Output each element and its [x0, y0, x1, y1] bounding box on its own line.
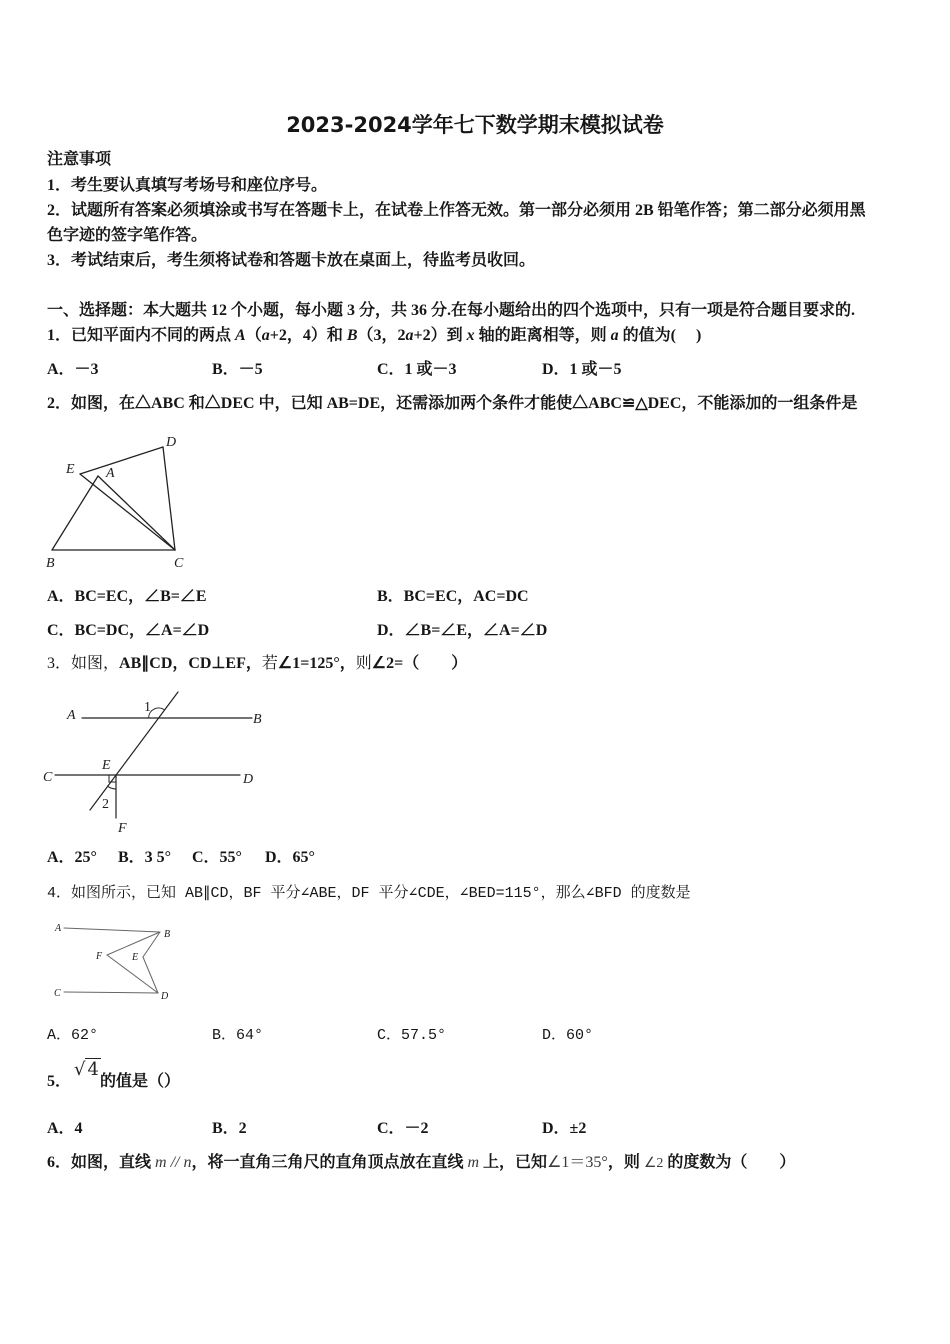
line-ab [64, 928, 160, 932]
q6-text: 上，已知 [479, 1154, 548, 1171]
q5-option-b: B．2 [212, 1120, 247, 1137]
notice-line-1: 1．考生要认真填写考场号和座位序号。 [47, 177, 328, 194]
q1-option-a: A．－3 [47, 361, 99, 378]
label-angle-2: 2 [102, 797, 109, 812]
q1-var: a [405, 327, 414, 344]
label-c: C [54, 988, 61, 999]
q6-stem [47, 1153, 795, 1174]
q5-option-c: C．－2 [377, 1120, 429, 1137]
label-d: D [243, 772, 254, 787]
q6-var: m [155, 1154, 167, 1171]
q6-var: m [467, 1154, 480, 1171]
q2-option-a: A．BC=EC，∠B=∠E [47, 588, 207, 605]
segment-ed [80, 447, 163, 474]
q6-parallel-symbol: // [166, 1154, 184, 1171]
q3-text: 若 [261, 655, 278, 672]
q2-triangle-figure [40, 428, 200, 573]
segment-ac [98, 476, 175, 550]
q1-option-d: D．1 或－5 [542, 361, 622, 378]
q4-option-c: C．57.5° [377, 1027, 447, 1044]
q1-var: B [346, 327, 358, 344]
q3-text: 如图， [71, 655, 120, 672]
segment-dc [163, 447, 175, 550]
radical-sign: √ [74, 1059, 86, 1080]
radicand: 4 [87, 1059, 99, 1080]
q1-var: a [610, 327, 619, 344]
label-b: B [46, 556, 55, 571]
label-c: C [43, 770, 53, 785]
label-a: A [67, 708, 76, 723]
label-e: E [102, 758, 111, 773]
label-b: B [253, 712, 262, 727]
q5-option-a: A．4 [47, 1120, 83, 1137]
q6-text: ，则 [607, 1154, 644, 1171]
q6-text: ，将一直角三角尺的直角顶点放在直线 [191, 1154, 468, 1171]
q3-option-d: D．65° [265, 849, 315, 866]
q2-option-d: D．∠B=∠E，∠A=∠D [377, 622, 548, 639]
q3-option-a: A．25° [47, 849, 97, 866]
section-heading: 一、选择题：本大题共 12 个小题，每小题 3 分，共 36 分.在每小题给出的四个选项中，只有一项是符合题目要求的. [47, 302, 856, 319]
q2-option-c: C．BC=DC，∠A=∠D [47, 622, 210, 639]
label-d: D [166, 435, 177, 450]
label-f: F [96, 951, 103, 962]
q3-text: ∠2=（ ） [371, 655, 468, 672]
q4-option-d: D．60° [542, 1027, 594, 1044]
q1-option-c: C．1 或－3 [377, 361, 457, 378]
notice-line-2-continued: 色字迹的签字笔作答。 [47, 227, 208, 244]
label-angle-1: 1 [144, 700, 151, 715]
q1-text: 1．已知平面内不同的两点 [47, 327, 236, 344]
q3-text: 则 [355, 655, 372, 672]
q3-option-c: C．55° [192, 849, 242, 866]
label-d: D [161, 991, 169, 1002]
q4-stem: 4．如图所示，已知 AB∥CD，BF 平分∠ABE，DF 平分∠CDE，∠BED=115°，那么∠BFD 的度数是 [47, 885, 691, 902]
q5-option-d: D．±2 [542, 1120, 587, 1137]
segment-ba [52, 476, 98, 550]
label-a: A [106, 466, 115, 481]
notice-line-3: 3．考试结束后，考生须将试卷和答题卡放在桌面上，待监考员收回。 [47, 252, 536, 269]
label-f: F [118, 821, 127, 836]
q4-option-b: B．64° [212, 1027, 264, 1044]
q4-figure [50, 918, 185, 1008]
q6-angle-expression: ∠2 [643, 1156, 664, 1171]
q3-text: ∠1=125°， [277, 655, 356, 672]
q6-text: 6．如图，直线 [47, 1154, 156, 1171]
q1-text: +2）到 [413, 327, 467, 344]
q1-stem [47, 326, 701, 346]
q6-angle-expression: ∠1＝35° [547, 1154, 608, 1171]
angle-2-arc [108, 786, 116, 789]
q3-text: 3． [47, 655, 72, 672]
q5-text: 的值是（） [100, 1073, 181, 1090]
line-cd [64, 992, 158, 993]
q1-text: 的值为( ) [618, 327, 702, 344]
exam-title: 2023-2024学年七下数学期末模拟试卷 [286, 113, 664, 137]
label-e: E [132, 952, 139, 963]
label-a: A [55, 923, 62, 934]
label-c: C [174, 556, 184, 571]
q1-text: 轴的距离相等，则 [474, 327, 611, 344]
q4-option-a: A．62° [47, 1027, 99, 1044]
q2-stem: 2．如图，在△ABC 和△DEC 中，已知 AB=DE，还需添加两个条件才能使△ABC≌△DEC，不能添加的一组条件是 [47, 395, 858, 412]
q1-option-b: B．－5 [212, 361, 263, 378]
q1-text: （ [245, 327, 262, 344]
segment-ec [80, 474, 175, 550]
q1-var: A [235, 327, 246, 344]
q1-var: x [466, 327, 475, 344]
q3-option-b: B．3 5° [118, 849, 172, 866]
q3-text: AB∥CD，CD⊥EF， [119, 655, 262, 672]
notice-heading: 注意事项 [47, 151, 112, 168]
q1-text: （3，2 [357, 327, 406, 344]
q3-parallel-lines-figure [40, 688, 270, 838]
q1-text: +2，4）和 [269, 327, 347, 344]
label-e: E [66, 462, 75, 477]
q3-stem [47, 654, 467, 674]
q6-text: 的度数为（ ） [663, 1154, 796, 1171]
q5-number: 5． [47, 1073, 72, 1090]
q5-square-root [74, 1059, 101, 1081]
q6-var: n [183, 1154, 192, 1171]
notice-line-2: 2．试题所有答案必须填涂或书写在答题卡上，在试卷上作答无效。第一部分必须用 2B 铅笔作答；第二部分必须用黑 [47, 202, 866, 219]
label-b: B [164, 929, 171, 940]
q2-option-b: B．BC=EC，AC=DC [377, 588, 529, 605]
q1-var: a [261, 327, 270, 344]
